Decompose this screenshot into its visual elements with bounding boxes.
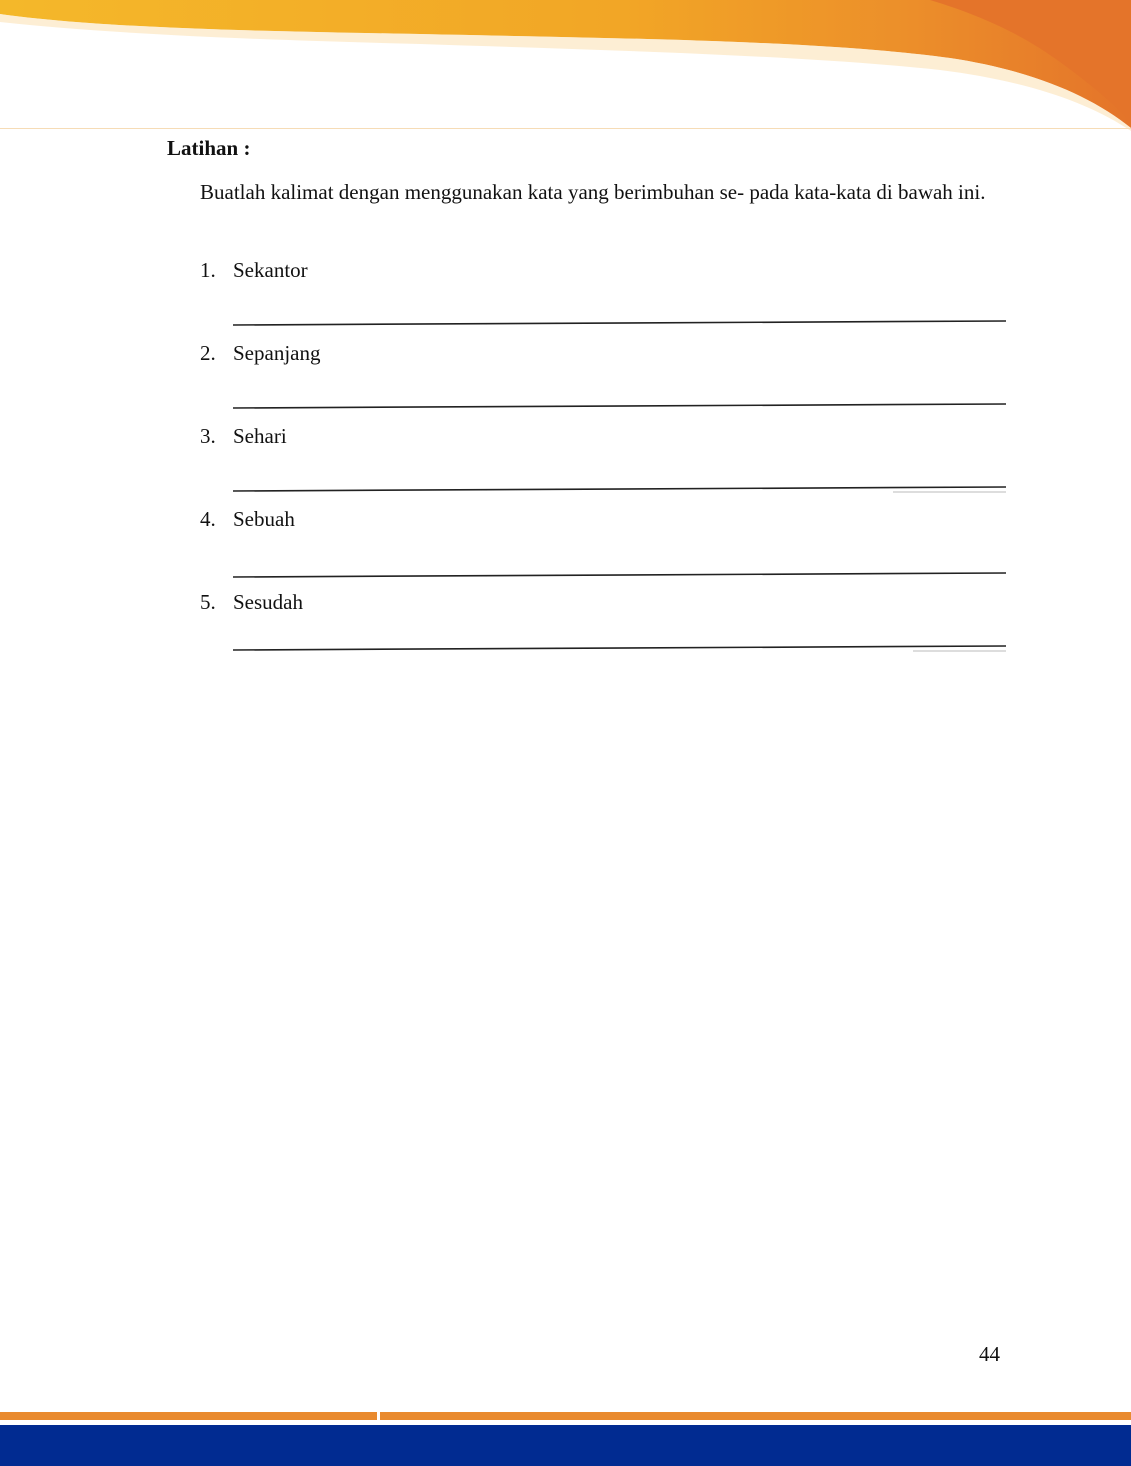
exercise-item bbox=[200, 588, 1006, 668]
footer-blue-bar bbox=[0, 1425, 1131, 1466]
item-number: 2. bbox=[200, 341, 216, 365]
exercise-item bbox=[200, 505, 1006, 585]
exercise-item bbox=[200, 256, 1006, 336]
item-number: 3. bbox=[200, 424, 216, 448]
answer-line[interactable] bbox=[233, 571, 1006, 579]
item-word: Sepanjang bbox=[233, 341, 321, 365]
item-number: 5. bbox=[200, 590, 216, 614]
section-title: Latihan : bbox=[167, 136, 251, 160]
page-number: 44 bbox=[979, 1342, 1000, 1366]
instruction-text: Buatlah kalimat dengan menggunakan kata yang berimbuhan se- pada kata-kata di bawah ini. bbox=[200, 180, 986, 204]
exercise-item bbox=[200, 422, 1006, 502]
answer-line[interactable] bbox=[233, 644, 1006, 652]
exercise-item bbox=[200, 339, 1006, 419]
item-number: 4. bbox=[200, 507, 216, 531]
answer-line[interactable] bbox=[233, 319, 1006, 327]
answer-line[interactable] bbox=[233, 485, 1006, 493]
footer-orange-bar bbox=[0, 1412, 1131, 1420]
answer-line[interactable] bbox=[233, 402, 1006, 410]
item-word: Sesudah bbox=[233, 590, 303, 614]
item-number: 1. bbox=[200, 258, 216, 282]
item-word: Sehari bbox=[233, 424, 287, 448]
item-word: Sekantor bbox=[233, 258, 308, 282]
item-word: Sebuah bbox=[233, 507, 295, 531]
header-wave-decoration bbox=[0, 0, 1131, 135]
header-divider bbox=[0, 128, 1131, 129]
